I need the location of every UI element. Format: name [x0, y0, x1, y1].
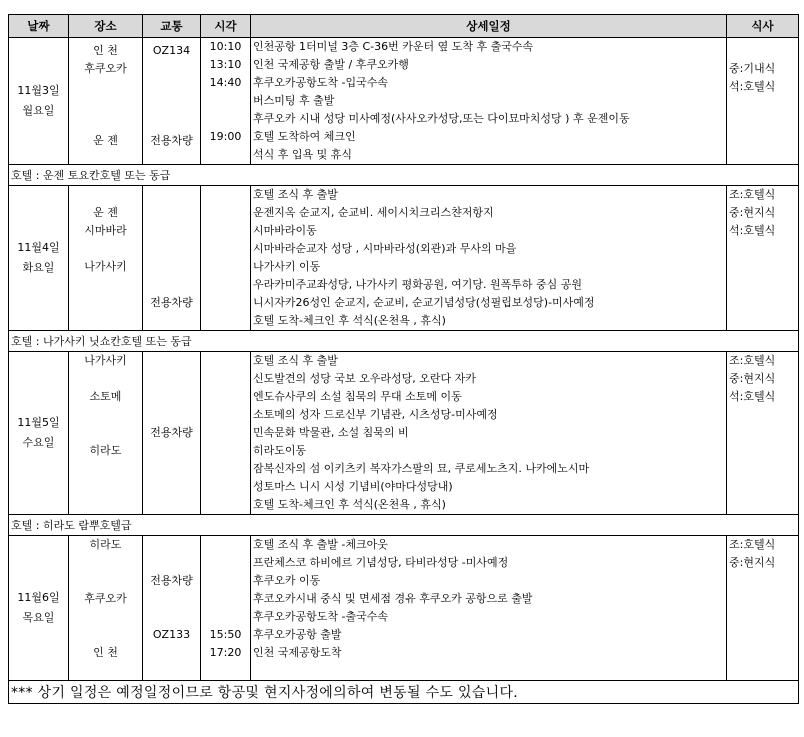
- place: 운 젠: [93, 206, 118, 219]
- hotel-row: [9, 331, 799, 352]
- day-row: [9, 536, 799, 681]
- detail-line: 인천공항 1터미널 3층 C-36번 카운터 옆 도착 후 출국수속: [253, 40, 534, 53]
- meal: 중:현지식: [729, 206, 776, 219]
- detail-line: 호텔 조식 후 출발 -체크아웃: [253, 538, 388, 551]
- time: 19:00: [209, 130, 242, 143]
- footer-note: *** 상기 일정은 예정일정이므로 항공및 현지사정에의하여 변동될 수도 있습니다.: [9, 681, 799, 704]
- day-date: [9, 352, 69, 515]
- detail-line: 엔도슈사쿠의 소설 침묵의 무대 소토메 이동: [253, 390, 462, 403]
- day-date: [9, 536, 69, 681]
- hotel-row: [9, 165, 799, 186]
- detail-line: 후쿠오카공항도착 -입국수속: [253, 76, 388, 89]
- hotel-row: [9, 515, 799, 536]
- day-date: [9, 186, 69, 331]
- place: 인 천: [93, 646, 118, 659]
- detail-line: 시마바라순교자 성당 , 시마바라성(외관)과 무사의 마을: [253, 242, 517, 255]
- hotel-note: 호텔 : 운젠 토요칸호텔 또는 동급: [9, 165, 799, 186]
- itinerary-table: [8, 14, 799, 704]
- meal: 석:호텔식: [729, 80, 776, 93]
- header-time: 시각: [201, 15, 251, 38]
- meal: 조:호텔식: [729, 188, 776, 201]
- meal: 석:호텔식: [729, 390, 776, 403]
- date-text: 11월3일: [17, 84, 60, 97]
- day-times: [201, 352, 251, 515]
- time: 14:40: [209, 76, 242, 89]
- day-transport: [143, 352, 201, 515]
- day-row: [9, 186, 799, 331]
- day-meals: [727, 352, 799, 515]
- meal: 조:호텔식: [729, 354, 776, 367]
- detail-line: 니시자카26성인 순교지, 순교비, 순교기념성당(성필립보성당)-미사예정: [253, 296, 595, 309]
- header-date: 날짜: [9, 15, 69, 38]
- day-transport: [143, 38, 201, 165]
- detail-line: 호텔 조식 후 출발: [253, 354, 338, 367]
- day-details: [251, 186, 727, 331]
- weekday-text: 목요일: [22, 611, 55, 624]
- day-transport: [143, 536, 201, 681]
- transport: 전용차량: [150, 134, 193, 147]
- detail-line: 호텔 도착-체크인 후 석식(온천욕 , 휴식): [253, 314, 446, 327]
- meal: 중:기내식: [729, 62, 776, 75]
- detail-line: 신도발견의 성당 국보 오우라성당, 오란다 자카: [253, 372, 476, 385]
- detail-line: 프란체스코 하비에르 기념성당, 타비라성당 -미사예정: [253, 556, 509, 569]
- detail-line: 후쿠오카 시내 성당 미사예정(사사오카성당,또는 다이묘마치성당 ) 후 운젠이동: [253, 112, 630, 125]
- detail-line: 후쿠오카공항도착 -출국수속: [253, 610, 388, 623]
- footer-row: [9, 681, 799, 704]
- detail-line: 민속문화 박물관, 소설 침묵의 비: [253, 426, 409, 439]
- detail-line: 소토메의 성자 드로신부 기념관, 시츠성당-미사예정: [253, 408, 498, 421]
- day-row: [9, 38, 799, 165]
- weekday-text: 수요일: [22, 436, 55, 449]
- day-row: [9, 352, 799, 515]
- detail-line: 석식 후 입욕 및 휴식: [253, 148, 352, 161]
- place: 시마바라: [84, 224, 127, 237]
- time: 17:20: [209, 646, 242, 659]
- detail-line: 호텔 조식 후 출발: [253, 188, 338, 201]
- date-text: 11월4일: [17, 241, 60, 254]
- hotel-note: 호텔 : 나가사키 닛쇼칸호텔 또는 동급: [9, 331, 799, 352]
- day-places: [69, 536, 143, 681]
- day-meals: [727, 38, 799, 165]
- detail-line: 후쿠오카공항 출발: [253, 628, 342, 641]
- place: 후쿠오카: [84, 62, 127, 75]
- detail-line: 잠복신자의 섬 이키츠키 복자가스팔의 묘, 쿠로세노츠지. 나카에노시마: [253, 462, 590, 475]
- transport: 전용차량: [150, 574, 193, 587]
- weekday-text: 월요일: [22, 104, 55, 117]
- detail-line: 후코오카시내 중식 및 면세점 경유 후쿠오카 공항으로 출발: [253, 592, 533, 605]
- day-places: [69, 352, 143, 515]
- detail-line: 인천 국제공항도착: [253, 646, 342, 659]
- day-times: [201, 38, 251, 165]
- day-times: [201, 536, 251, 681]
- place: 인 천: [93, 44, 118, 57]
- time: 13:10: [209, 58, 242, 71]
- detail-line: 호텔 도착-체크인 후 석식(온천욕 , 휴식): [253, 498, 446, 511]
- day-meals: [727, 536, 799, 681]
- itinerary: [8, 14, 798, 704]
- header-row: [9, 15, 799, 38]
- detail-line: 히라도이동: [253, 444, 307, 457]
- meal: 조:호텔식: [729, 538, 776, 551]
- place: 소토메: [89, 390, 122, 403]
- day-details: [251, 352, 727, 515]
- detail-line: 시마바라이동: [253, 224, 317, 237]
- place: 히라도: [89, 538, 122, 551]
- meal: 중:현지식: [729, 372, 776, 385]
- weekday-text: 화요일: [22, 261, 55, 274]
- detail-line: 나가사키 이동: [253, 260, 321, 273]
- transport: 전용차량: [150, 296, 193, 309]
- place: 히라도: [89, 444, 122, 457]
- day-meals: [727, 186, 799, 331]
- detail-line: 우라카미주교좌성당, 나가사키 평화공원, 여기당. 원폭투하 중심 공원: [253, 278, 582, 291]
- meal: 중:현지식: [729, 556, 776, 569]
- header-transport: 교통: [143, 15, 201, 38]
- day-details: [251, 536, 727, 681]
- header-place: 장소: [69, 15, 143, 38]
- day-times: [201, 186, 251, 331]
- detail-line: 운젠지옥 순교지, 순교비. 세이시치크리스챤저항지: [253, 206, 494, 219]
- detail-line: 호텔 도착하여 체크인: [253, 130, 356, 143]
- detail-line: 후쿠오카 이동: [253, 574, 321, 587]
- transport: OZ133: [152, 628, 191, 641]
- time: 10:10: [209, 40, 242, 53]
- day-places: [69, 38, 143, 165]
- place: 후쿠오카: [84, 592, 127, 605]
- date-text: 11월6일: [17, 591, 60, 604]
- day-places: [69, 186, 143, 331]
- place: 나가사키: [84, 260, 127, 273]
- detail-line: 성토마스 니시 시성 기념비(야마다성당내): [253, 480, 453, 493]
- time: 15:50: [209, 628, 242, 641]
- day-transport: [143, 186, 201, 331]
- date-text: 11월5일: [17, 416, 60, 429]
- place: 나가사키: [84, 354, 127, 367]
- detail-line: 버스미팅 후 출발: [253, 94, 335, 107]
- hotel-note: 호텔 : 히라도 람뿌호텔급: [9, 515, 799, 536]
- transport: OZ134: [152, 44, 191, 57]
- place: 운 젠: [93, 134, 118, 147]
- transport: 전용차량: [150, 426, 193, 439]
- header-meal: 식사: [727, 15, 799, 38]
- detail-line: 인천 국제공항 출발 / 후쿠오카행: [253, 58, 409, 71]
- meal: 석:호텔식: [729, 224, 776, 237]
- day-date: [9, 38, 69, 165]
- day-details: [251, 38, 727, 165]
- header-details: 상세일정: [251, 15, 727, 38]
